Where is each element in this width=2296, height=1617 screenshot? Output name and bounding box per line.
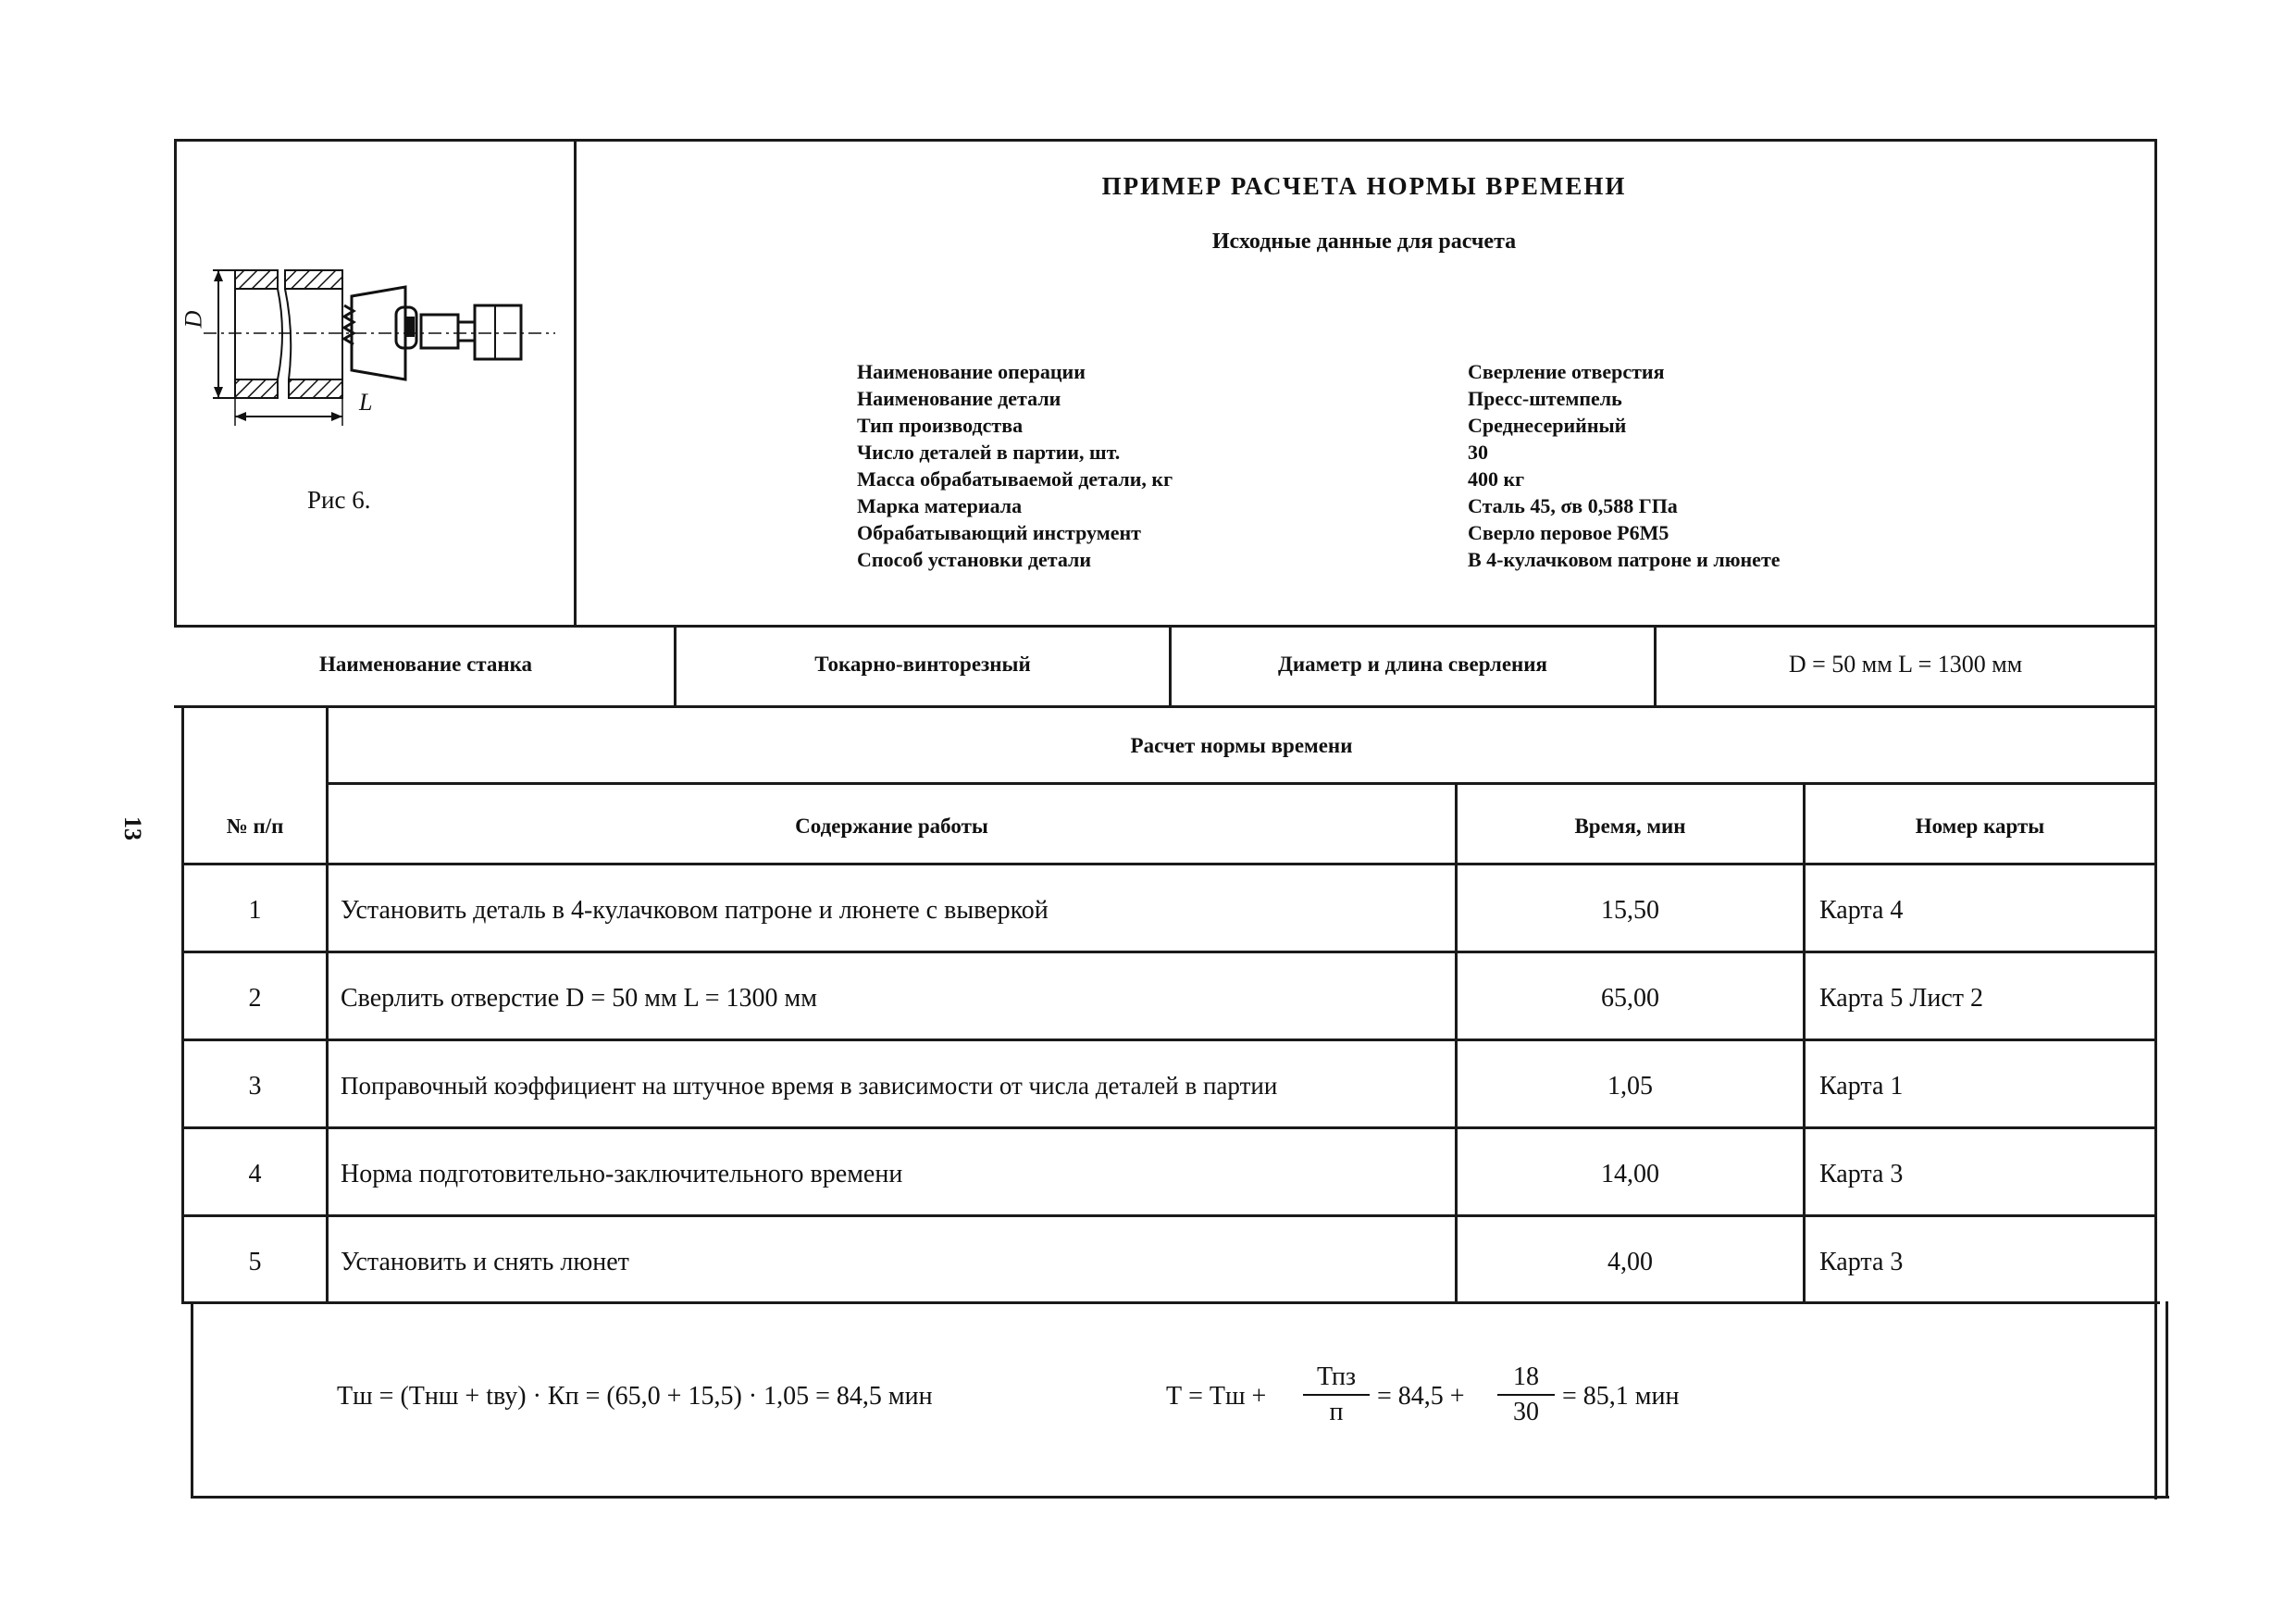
row-sep-3 bbox=[181, 1126, 2156, 1129]
left-border-top bbox=[174, 139, 177, 625]
page-subtitle: Исходные данные для расчета bbox=[1211, 230, 1517, 254]
drilling-dimensions-value: D = 50 мм L = 1300 мм bbox=[1788, 651, 2023, 678]
row-sep-4 bbox=[181, 1214, 2156, 1217]
param-name: Масса обрабатываемой детали, кг bbox=[857, 467, 1173, 491]
formula-fraction-1 bbox=[1303, 1362, 1370, 1427]
formula-norm-prefix: Т = Тш + bbox=[1166, 1382, 1267, 1411]
page-number: 13 bbox=[119, 816, 146, 840]
param-name: Способ установки детали bbox=[857, 548, 1092, 571]
formula-norm-mid: = 84,5 + bbox=[1377, 1382, 1465, 1411]
part-drawing-figure bbox=[185, 250, 565, 444]
row-card: Карта 5 Лист 2 bbox=[1819, 984, 1984, 1013]
figure-caption: Рис 6. bbox=[307, 486, 371, 514]
row-time: 4,00 bbox=[1607, 1248, 1653, 1276]
row-sep-5 bbox=[181, 1301, 2160, 1304]
params-list bbox=[857, 358, 2134, 573]
param-value: 400 кг bbox=[1468, 467, 1525, 491]
param-value: Среднесерийный bbox=[1468, 414, 1627, 437]
row-work: Сверлить отверстие D = 50 мм L = 1300 мм bbox=[341, 984, 817, 1013]
row-number: 5 bbox=[248, 1248, 262, 1276]
page-title: ПРИМЕР РАСЧЕТА НОРМЫ ВРЕМЕНИ bbox=[1101, 172, 1627, 200]
machine-row-top bbox=[174, 625, 2156, 628]
fraction-1-bar bbox=[1303, 1394, 1370, 1396]
dimension-l-label: L bbox=[359, 389, 373, 416]
row-number: 2 bbox=[248, 984, 262, 1013]
formula-left-border bbox=[191, 1301, 193, 1498]
dimension-d-label: D bbox=[180, 310, 207, 329]
col-header-card: Номер карты bbox=[1915, 815, 2045, 838]
fraction-1-numerator: Тпз bbox=[1316, 1362, 1357, 1391]
row-work: Поправочный коэффициент на штучное время в зависимости от числа деталей в партии bbox=[341, 1072, 1278, 1100]
param-name: Наименование операции bbox=[857, 360, 1086, 383]
calc-header-bottom bbox=[326, 782, 2156, 785]
machine-name: Токарно-винторезный bbox=[814, 653, 1031, 676]
param-value: Пресс-штемпель bbox=[1468, 387, 1622, 410]
formula-right-border bbox=[2166, 1301, 2168, 1498]
param-value: Сверло перовое Р6М5 bbox=[1468, 521, 1669, 544]
param-name: Обрабатывающий инструмент bbox=[857, 521, 1141, 544]
param-value: В 4-кулачковом патроне и люнете bbox=[1468, 548, 1781, 571]
row-sep-2 bbox=[181, 1039, 2156, 1041]
formula-norm-suffix: = 85,1 мин bbox=[1562, 1382, 1680, 1411]
param-name: Число деталей в партии, шт. bbox=[857, 441, 1121, 464]
col-header-work: Содержание работы bbox=[795, 815, 988, 838]
param-name: Наименование детали bbox=[857, 387, 1061, 410]
drilling-dimensions-label: Диаметр и длина сверления bbox=[1278, 653, 1547, 676]
bottom-border bbox=[191, 1496, 2169, 1499]
fraction-1-denominator: п bbox=[1329, 1398, 1344, 1426]
fraction-2-numerator: 18 bbox=[1513, 1362, 1539, 1391]
row-number: 4 bbox=[248, 1160, 262, 1188]
param-row bbox=[857, 385, 2134, 412]
param-row bbox=[857, 412, 2134, 439]
formula-piece-time: Тш = (Тнш + tву) · Кп = (65,0 + 15,5) · 1,05 = 84,5 мин bbox=[337, 1382, 933, 1411]
row-number: 1 bbox=[248, 896, 262, 925]
machine-row-bottom bbox=[174, 705, 2156, 708]
top-border bbox=[174, 139, 2156, 142]
formula-fraction-2 bbox=[1497, 1362, 1555, 1427]
row-card: Карта 1 bbox=[1819, 1072, 1904, 1101]
param-row bbox=[857, 358, 2134, 385]
row-time: 1,05 bbox=[1607, 1072, 1653, 1101]
right-border bbox=[2154, 139, 2157, 1499]
row-number: 3 bbox=[248, 1072, 262, 1101]
row-time: 15,50 bbox=[1601, 896, 1659, 925]
param-row bbox=[857, 466, 2134, 492]
row-card: Карта 3 bbox=[1819, 1248, 1904, 1276]
param-row bbox=[857, 492, 2134, 519]
row-card: Карта 3 bbox=[1819, 1160, 1904, 1188]
param-value: Сталь 45, σв 0,588 ГПа bbox=[1468, 494, 1678, 517]
param-row bbox=[857, 519, 2134, 546]
param-value: 30 bbox=[1468, 441, 1488, 464]
figure-divider bbox=[574, 139, 577, 625]
row-work: Норма подготовительно-заключительного времени bbox=[341, 1160, 903, 1188]
row-work: Установить и снять люнет bbox=[341, 1248, 629, 1276]
col-header-num: № п/п bbox=[226, 815, 284, 838]
row-time: 14,00 bbox=[1601, 1160, 1659, 1188]
fraction-2-bar bbox=[1497, 1394, 1555, 1396]
param-name: Тип производства bbox=[857, 414, 1024, 437]
row-card: Карта 4 bbox=[1819, 896, 1904, 925]
fraction-2-denominator: 30 bbox=[1513, 1398, 1539, 1426]
table-time-divider bbox=[1455, 782, 1458, 1303]
col-header-time: Время, мин bbox=[1574, 815, 1686, 838]
calc-header: Расчет нормы времени bbox=[1130, 734, 1353, 757]
param-row bbox=[857, 439, 2134, 466]
row-work: Установить деталь в 4-кулачковом патроне и люнете с выверкой bbox=[341, 896, 1049, 925]
table-card-divider bbox=[1803, 782, 1806, 1303]
param-row bbox=[857, 546, 2134, 573]
row-sep-1 bbox=[181, 951, 2156, 953]
param-value: Сверление отверстия bbox=[1468, 360, 1665, 383]
param-name: Марка материала bbox=[857, 494, 1023, 517]
machine-label: Наименование станка bbox=[318, 653, 533, 676]
row-time: 65,00 bbox=[1601, 984, 1659, 1013]
table-header-bottom bbox=[181, 863, 2156, 865]
